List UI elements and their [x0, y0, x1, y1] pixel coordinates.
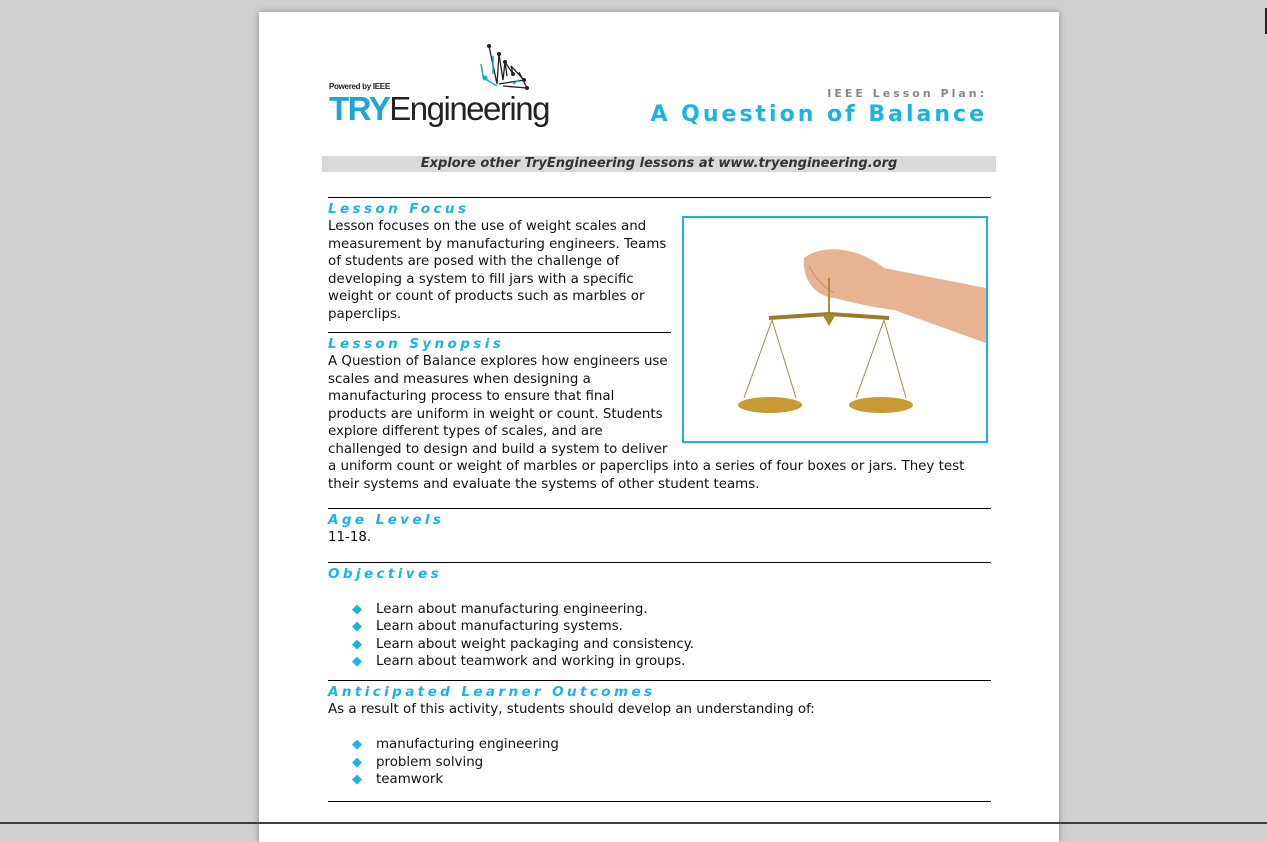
outcome-text: problem solving	[376, 754, 484, 770]
circuit-butterfly-icon	[479, 44, 534, 94]
list-item	[352, 736, 991, 754]
objective-text: Learn about weight packaging and consistency.	[376, 636, 695, 652]
outcomes-intro-text: As a result of this activity, students should develop an understanding of:	[328, 701, 815, 717]
lesson-synopsis-text: A Question of Balance explores how engineers use scales and measures when designing a manufacturing process to ensure that final products are uniform in weight or count. Students explore different types of scales, and are challenged to design and build a system to deliver a uniform count or weight of marbles or paperclips into a series of four boxes or jars. They test their systems and evaluate the systems of other student teams.	[328, 354, 965, 492]
lesson-plan-label: IEEE Lesson Plan:	[827, 87, 987, 100]
outcomes-list	[328, 736, 991, 789]
powered-by-label: Powered by IEEE	[329, 82, 390, 91]
section-heading-objectives: Objectives	[328, 565, 442, 582]
list-item	[352, 653, 991, 671]
diamond-bullet-icon: ◆	[352, 737, 362, 752]
list-item	[352, 771, 991, 789]
section-heading-lesson-focus: Lesson Focus	[328, 201, 470, 217]
list-item	[352, 601, 991, 619]
page-title: A Question of Balance	[650, 102, 987, 127]
diamond-bullet-icon: ◆	[352, 754, 362, 770]
hand-holding-scale-image	[684, 218, 986, 441]
divider	[328, 801, 991, 802]
logo-wordmark	[329, 90, 549, 128]
diamond-bullet-icon: ◆	[352, 601, 362, 617]
balance-scale-image	[682, 216, 988, 443]
objectives-list	[328, 601, 991, 671]
list-item	[352, 618, 991, 636]
age-levels-text: 11-18.	[328, 530, 372, 545]
list-item	[352, 754, 991, 772]
divider	[328, 508, 991, 509]
section-heading-age-levels: Age Levels	[328, 512, 445, 528]
diamond-bullet-icon: ◆	[352, 772, 362, 787]
outcome-text: manufacturing engineering	[376, 737, 559, 752]
document-page	[259, 12, 1059, 842]
diamond-bullet-icon: ◆	[352, 654, 362, 669]
objective-text: Learn about teamwork and working in groups.	[376, 654, 686, 669]
explore-banner[interactable]: Explore other TryEngineering lessons at www.tryengineering.org	[322, 156, 996, 172]
logo-try: TRY	[329, 90, 390, 127]
list-item	[352, 636, 991, 654]
tryengineering-logo	[329, 44, 549, 134]
lesson-focus-text: Lesson focuses on the use of weight scales and measurement by manufacturing engineers. Teams of students are posed with the challenge of developing a system to fill jars with a specific weight or count of products such as marbles or paperclips.	[328, 219, 667, 322]
divider	[328, 332, 671, 333]
diamond-bullet-icon: ◆	[352, 636, 362, 652]
diamond-bullet-icon: ◆	[352, 619, 362, 634]
divider	[328, 562, 991, 563]
lesson-content	[328, 197, 991, 802]
section-heading-lesson-synopsis: Lesson Synopsis	[328, 336, 505, 352]
divider	[328, 197, 991, 198]
outcome-text: teamwork	[376, 772, 444, 787]
divider	[328, 680, 991, 681]
objective-text: Learn about manufacturing systems.	[376, 619, 623, 634]
objective-text: Learn about manufacturing engineering.	[376, 601, 648, 617]
logo-engineering: Engineering	[389, 90, 549, 127]
section-heading-learner-outcomes: Anticipated Learner Outcomes	[328, 683, 656, 700]
